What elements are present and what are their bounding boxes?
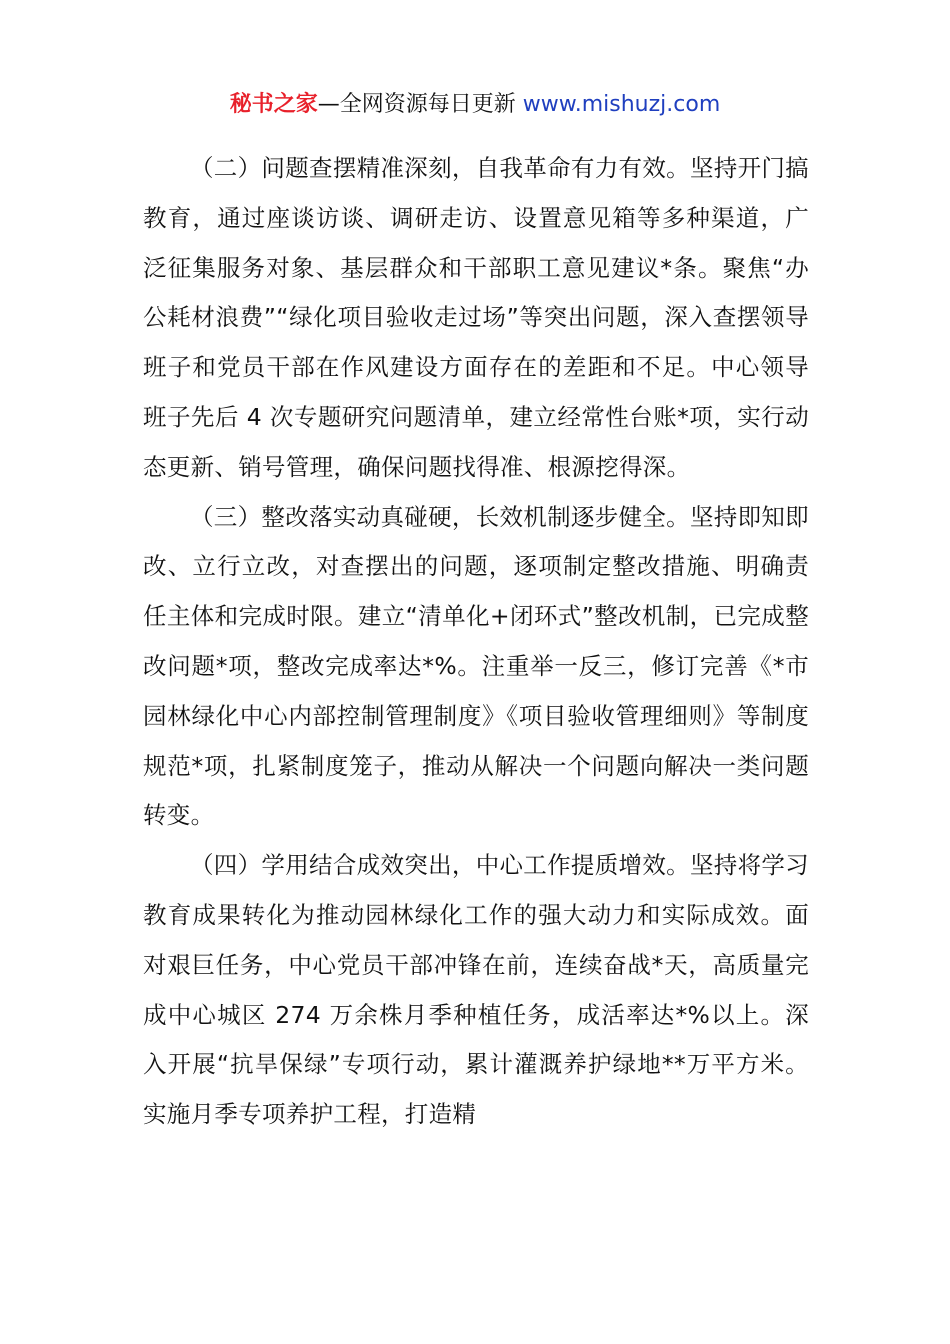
paragraph-results: （四）学用结合成效突出，中心工作提质增效。坚持将学习教育成果转化为推动园林绿化工作的强大动力和实际成效。面对艰巨任务，中心党员干部冲锋在前，连续奋战*天，高质量完成中心城区 274 万余株月季种植任务，成活率达*%以上。深入开展“抗旱保绿”专项行动，累计灌溉养护绿地**万平方米。实施月季专项养护工程，打造精	[143, 851, 809, 1129]
brand-name: 秘书之家	[229, 92, 318, 117]
document-body	[143, 144, 809, 1140]
site-url-link[interactable]: www.mishuzj.com	[522, 92, 721, 117]
paragraph-problem-finding: （二）问题查摆精准深刻，自我革命有力有效。坚持开门搞教育，通过座谈访谈、调研走访、设置意见箱等多种渠道，广泛征集服务对象、基层群众和干部职工意见建议*条。聚焦“办公耗材浪费”“绿化项目验收走过场”等突出问题，深入查摆领导班子和党员干部在作风建设方面存在的差距和不足。中心领导班子先后 4 次专题研究问题清单，建立经常性台账*项，实行动态更新、销号管理，确保问题找得准、根源挖得深。	[143, 154, 809, 481]
page-header	[0, 88, 950, 122]
header-tagline: —全网资源每日更新	[317, 92, 523, 117]
paragraph-rectification: （三）整改落实动真碰硬，长效机制逐步健全。坚持即知即改、立行立改，对查摆出的问题，逐项制定整改措施、明确责任主体和完成时限。建立“清单化+闭环式”整改机制，已完成整改问题*项，整改完成率达*%。注重举一反三，修订完善《*市园林绿化中心内部控制管理制度》《项目验收管理细则》等制度规范*项，扎紧制度笼子，推动从解决一个问题向解决一类问题转变。	[143, 502, 809, 830]
